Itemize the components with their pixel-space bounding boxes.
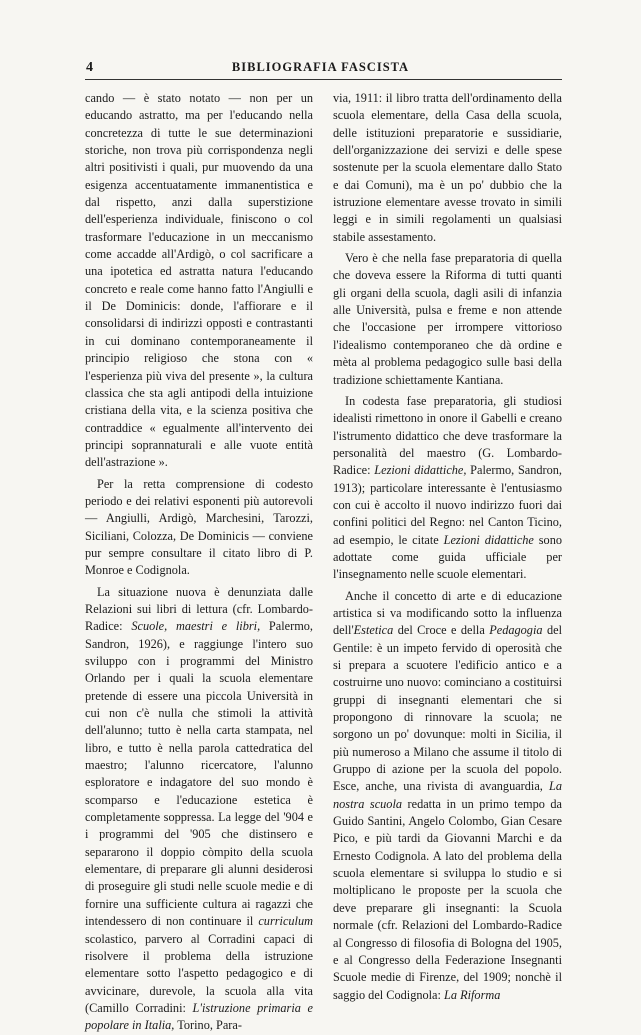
running-title: BIBLIOGRAFIA FASCISTA: [231, 60, 410, 74]
text-span: La situazione nuova è denunziata dalle Relazioni sui libri di lettura (cfr. Lombardo-Radice:: [85, 584, 313, 634]
book-title: Pedagogia: [489, 623, 543, 638]
text-span: redatta in un primo tempo da Guido Santini, Angelo Colombo, Gian Cesare Pico, e più tardi da Giovanni Marchi e da Ernesto Codignola. A lato del problema della scuola elementare si sviluppa lo studio e si moltiplicano le proposte per la scuola che deve preparare gli insegnanti: la Scuola normale (cfr. Relazioni del Lombardo-Radice al Congresso di filosofia di Bologna del 1905, e al Congresso della Federazione Insegnanti Scuole medie di Firenze, del 1909; nonchè il saggio del Codignola:: [333, 796, 562, 1002]
page-number: 4: [86, 60, 93, 75]
paragraph: Per la retta comprensione di codesto periodo e dei relativi esponenti più autorevoli — Angiulli, Ardigò, Marchesini, Tarozzi, Siciliani, Colozza, De Dominicis — conviene pur sempre consultare il citato libro di P. Monroe e Codignola.: [85, 476, 313, 578]
paragraph: [333, 588, 562, 1004]
right-column: [333, 90, 562, 1004]
paragraph: cando — è stato notato — non per un educando astratto, ma per l'educando nella concretezza di tutte le sue determinazioni storiche, non trova più corrispondenza negli altri positivisti i quali, pur muovendo da una esigenza accentuatamente immanentistica e dal rispetto, anzi dalla superstizione dell'esperienza individuale, finiscono o col trasformare l'educazione in un meccanismo come accadde all'Ardigò, o col sacrificare a una ipotetica ed astratta natura l'educando concreto e reale come hanno fatto l'Angiulli e il De Dominicis: donde, l'affiorare e il consolidarsi di indirizzi opposti e contrastanti in cui dominano contemporaneamente il principio religioso che stona con « l'esperienza più viva del presente », la cultura classica che sta agli antipodi della intuizione cristiana della vita, e la scienza positiva che contraddice « egualmente all'intervento dei principi soprannaturali e alle vuote entità dell'astrazione ».: [85, 91, 313, 470]
paragraph: [333, 393, 562, 584]
text-span: Torino, Para-: [174, 1018, 242, 1033]
book-title: La Riforma: [444, 987, 501, 1002]
text-span: sono adottate come guida ufficiale per l'insegnamento nelle scuole elementari.: [333, 532, 562, 582]
book-title: Scuole, maestri e libri,: [131, 619, 261, 634]
text-span: Palermo, Sandron, 1926), e raggiunge l'intero suo sviluppo con i programmi del Ministro Orlando per i quali la scuola elementare pretende di essere una piccola Università in cui non c'è nulla che stimoli la attività dell'alunno; tutto è nella carta stampata, nel libro, e tutto è nella parola cattedratica del maestro; l'alunno ricercatore, l'alunno esploratore e indagatore del suo mondo è scomparso e l'educazione estetica è completamente soppressa. La legge del '904 e i programmi del '905 che distinsero e separarono il doppio còmpito della scuola elementare, di preparare gli alunni desiderosi di proseguire gli studi nelle scuole medie e di fornire una sufficiente cultura ai ragazzi che intendessero di non continuare il: [85, 619, 313, 929]
book-title: Lezioni didattiche,: [374, 463, 467, 478]
text-span: del Croce e della: [393, 623, 490, 638]
paragraph: via, 1911: il libro tratta dell'ordinamento della scuola elementare, della Casa della scuola, delle istituzioni preparatorie e sussidiarie, dell'organizzazione dei servizi e delle spese sostenute per la scuola elementare dallo Stato e dai Comuni), ma è un po' dubbio che la istruzione elementare avesse trovato in simili leggi e in simili regolamenti un qualsiasi stabile assestamento.: [333, 91, 562, 244]
paragraph: Vero è che nella fase preparatoria di quella che doveva essere la Riforma di tutti quanti gli organi della scuola, dagli asili di infanzia alle Università, pulsa e freme e non attende che l'occasione per irrompere vittorioso l'idealismo contemporaneo che dà ordine e mèta al problema pedagogico sulle basi della tradizione schiettamente Kantiana.: [333, 251, 562, 387]
text-span: Anche il concetto di arte e di educazione artistica si va modificando sotto la influenza dell': [333, 588, 562, 638]
book-title: Lezioni didattiche: [443, 532, 534, 547]
paragraph: [85, 584, 313, 1035]
book-title: L'istruzione primaria e popolare in Italia,: [85, 1000, 313, 1033]
journal-title: La nostra scuola: [333, 779, 562, 811]
header-rule: [85, 79, 562, 80]
left-column: [85, 90, 313, 1035]
book-title: Estetica: [353, 623, 394, 638]
text-span: In codesta fase preparatoria, gli studiosi idealisti rimettono in onore il Gabelli e creano l'istrumento didattico che deve trasformare la personalità del maestro (G. Lombardo-Radice:: [333, 393, 562, 478]
text-span: del Gentile: è un impeto fervido di operosità che si prepara a scuotere l'edificio antico e a costruirne uno nuovo: cominciano a costituirsi gruppi di insegnanti elementari che si propongono di rinnovare la scuola; ne sorgono un po' dovunque: molti in Sicilia, il più numeroso a Milano che assume il titolo di Gruppo di azione per la scuola del popolo. Esce, anche, una rivista di avanguardia,: [333, 623, 562, 794]
text-span: scolastico, parvero al Corradini capaci di risolvere il problema della istruzione elementare sotto l'aspetto pedagogico e di avvicinare, durevole, la scuola alla vita (Camillo Corradini:: [85, 931, 313, 1015]
latin-term: curriculum: [258, 914, 313, 929]
text-span: Palermo, Sandron, 1913); particolare interessante è l'entusiasmo con cui è accolto il nuovo indirizzo fuori dai confini politici del Regno: nel Canton Ticino, ad esempio, le citate: [333, 463, 563, 547]
